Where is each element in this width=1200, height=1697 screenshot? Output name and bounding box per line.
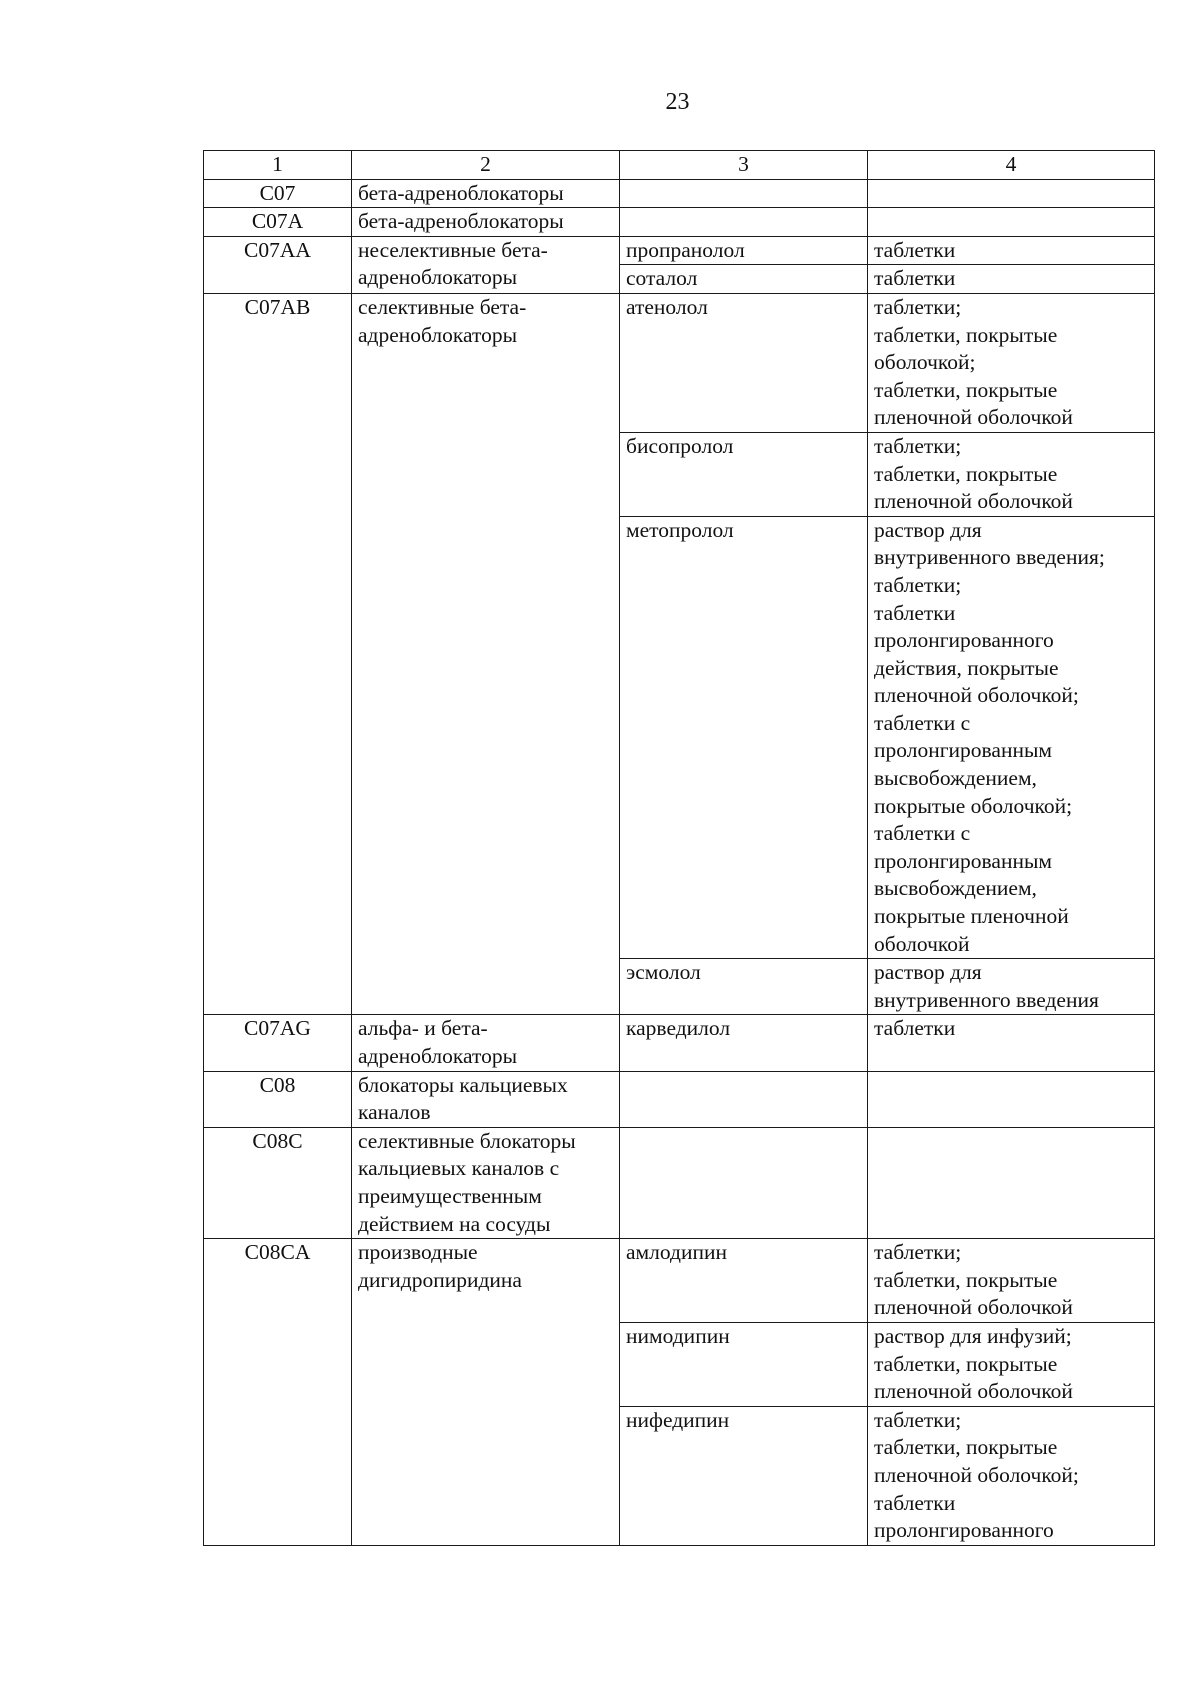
atc-code: C08CA	[204, 1239, 352, 1546]
dosage-forms: таблетки	[868, 236, 1155, 265]
dosage-forms	[868, 208, 1155, 237]
column-numbers-row	[204, 151, 1155, 180]
atc-code: C07	[204, 179, 352, 208]
column-number: 3	[620, 151, 868, 180]
dosage-forms: раствор для внутривенного введения	[868, 959, 1155, 1015]
atc-code: C08	[204, 1071, 352, 1127]
dosage-forms	[868, 1127, 1155, 1238]
drug-name: карведилол	[620, 1015, 868, 1071]
dosage-forms: таблетки; таблетки, покрытые пленочной оболочкой	[868, 1239, 1155, 1323]
atc-code: C07AB	[204, 293, 352, 1014]
atc-code: C08C	[204, 1127, 352, 1238]
column-number: 4	[868, 151, 1155, 180]
drug-name: пропранолол	[620, 236, 868, 265]
table-row	[204, 1239, 1155, 1323]
group-name: производные дигидропиридина	[352, 1239, 620, 1546]
group-name: блокаторы кальциевых каналов	[352, 1071, 620, 1127]
group-name: бета-адреноблокаторы	[352, 179, 620, 208]
dosage-forms: таблетки; таблетки, покрытые пленочной оболочкой; таблетки пролонгированного	[868, 1406, 1155, 1545]
dosage-forms: таблетки; таблетки, покрытые пленочной оболочкой	[868, 432, 1155, 516]
table-row	[204, 236, 1155, 265]
atc-code: C07A	[204, 208, 352, 237]
table-row	[204, 179, 1155, 208]
drug-name: амлодипин	[620, 1239, 868, 1323]
dosage-forms: раствор для внутривенного введения; таблетки; таблетки пролонгированного действия, покрытые пленочной оболочкой; таблетки с пролонгированным высвобождением, покрытые оболочкой; таблетки с пролонгированным высвобождением, покрытые пленочной оболочкой	[868, 516, 1155, 959]
table-row	[204, 208, 1155, 237]
dosage-forms: раствор для инфузий; таблетки, покрытые пленочной оболочкой	[868, 1322, 1155, 1406]
drug-name: нифедипин	[620, 1406, 868, 1545]
drug-name: соталол	[620, 265, 868, 294]
atc-code: C07AA	[204, 236, 352, 293]
table-row	[204, 293, 1155, 432]
drug-name	[620, 208, 868, 237]
drug-name: атенолол	[620, 293, 868, 432]
table-row	[204, 1071, 1155, 1127]
table-row	[204, 1015, 1155, 1071]
group-name: альфа- и бета- адреноблокаторы	[352, 1015, 620, 1071]
drug-name: бисопролол	[620, 432, 868, 516]
dosage-forms: таблетки; таблетки, покрытые оболочкой; таблетки, покрытые пленочной оболочкой	[868, 293, 1155, 432]
column-number: 1	[204, 151, 352, 180]
dosage-forms	[868, 1071, 1155, 1127]
atc-code: C07AG	[204, 1015, 352, 1071]
dosage-forms: таблетки	[868, 1015, 1155, 1071]
drug-name: метопролол	[620, 516, 868, 959]
drug-name: нимодипин	[620, 1322, 868, 1406]
dosage-forms	[868, 179, 1155, 208]
dosage-forms: таблетки	[868, 265, 1155, 294]
group-name: селективные бета- адреноблокаторы	[352, 293, 620, 1014]
table-row	[204, 1127, 1155, 1238]
group-name: бета-адреноблокаторы	[352, 208, 620, 237]
column-number: 2	[352, 151, 620, 180]
group-name: селективные блокаторы кальциевых каналов с преимущественным действием на сосуды	[352, 1127, 620, 1238]
drug-name	[620, 1071, 868, 1127]
group-name: неселективные бета- адреноблокаторы	[352, 236, 620, 293]
drug-name	[620, 179, 868, 208]
drug-classification-table	[203, 150, 1155, 1546]
drug-name	[620, 1127, 868, 1238]
drug-name: эсмолол	[620, 959, 868, 1015]
page-number: 23	[665, 89, 690, 115]
